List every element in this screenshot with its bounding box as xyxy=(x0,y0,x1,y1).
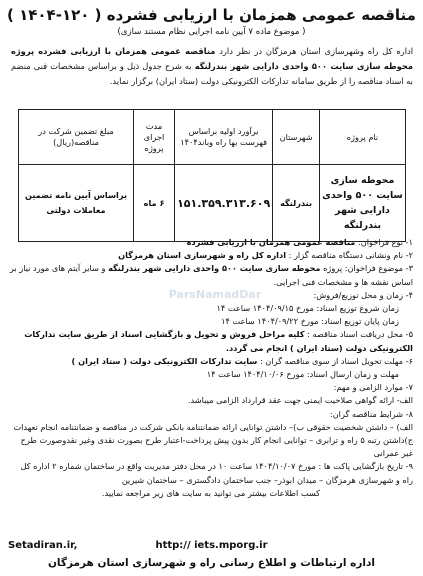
item-5 xyxy=(9,328,413,354)
item-5-label: ۵- محل دریافت اسناد مناقصه : xyxy=(304,329,413,340)
cell-project-name: محوطه سازی سایت ۵۰۰ واحدی دارایی شهر بندرلنگه xyxy=(319,165,405,242)
header-guarantee: مبلغ تضمین شرکت در مناقصه(ریال) xyxy=(19,110,134,165)
signature: اداره ارتباطات و اطلاع رسانی راه و شهرسازی استان هرمزگان xyxy=(47,557,376,569)
notice-subtitle: ( موضوع ماده ۷ آیین نامه اجرایی نظام مستند سازی) xyxy=(117,27,306,37)
item-7-a: الف- ارائه گواهی صلاحیت ایمنی جهت عقد قرارداد الزامی میباشد. xyxy=(187,395,413,406)
item-5-value: کلیه مراحل فروش و تحویل و بازگشایی اسناد از طریق سایت تدارکات الکترونیکی دولت (ستاد ایران ) انجام می گردد. xyxy=(24,329,413,353)
item-2-value: اداره کل راه و شهرسازی استان هرمزگان xyxy=(118,250,286,261)
table-row xyxy=(19,165,406,242)
cell-guarantee: براساس آیین نامه تضمین معاملات دولتی xyxy=(19,165,134,242)
item-6-value: سایت تدارکات الکترونیکی دولت ( ستاد ایران ) xyxy=(71,355,258,366)
header-estimate: برآورد اولیه براساس فهرست بها راه وباند۱۴۰۴ xyxy=(175,110,273,165)
intro-paragraph xyxy=(11,44,413,89)
item-8: ۸- شرایط مناقصه گران: xyxy=(329,408,413,419)
header-duration: مدت اجرای پروژه xyxy=(133,110,174,165)
item-3 xyxy=(9,262,413,288)
cell-city: بندرلنگه xyxy=(273,165,320,242)
item-2-label: ۲- نام ونشانی دستگاه مناقصه گزار : xyxy=(286,250,413,261)
item-4: ۴- زمان و محل توزیع/فروش: xyxy=(313,289,413,300)
item-2 xyxy=(9,249,413,262)
item-4-end: زمان پایان توزیع اسناد: مورخ ۱۴۰۴/۰۹/۲۲ ساعت ۱۴ xyxy=(221,316,399,327)
item-7: ۷- موارد الزامی و مهم: xyxy=(333,382,413,393)
item-1-label: ۱- نوع فراخوان: xyxy=(355,237,413,247)
watermark-logo: ParsNamadDar xyxy=(168,288,262,301)
intro-bold: مناقصه عمومی همزمان با ارزیابی فشرده پروژه محوطه سازی سایت ۵۰۰ واحدی دارایی شهر بندرلنگه xyxy=(11,46,413,71)
item-1 xyxy=(9,236,413,249)
item-3-value: محوطه سازی سایت ۵۰۰ واحدی دارایی شهر بندرلنگه xyxy=(108,263,321,274)
tender-table xyxy=(18,109,406,242)
notice-title: مناقصه عمومی همزمان با ارزیابی فشرده ( ۱۲۰-۱۴۰۴ ) xyxy=(7,6,416,24)
header-city: شهرستان xyxy=(273,110,320,165)
setadiran-link[interactable]: Setadiran.ir, xyxy=(8,540,78,551)
item-10: کسب اطلاعات بیشتر می توانید به سایت های زیر مراجعه نمایید. xyxy=(101,487,321,498)
item-6-time: مهلت و زمان ارسال اسناد: مورخ ۱۴۰۴/۱۰/۰۶ ساعت ۱۴ xyxy=(206,369,399,380)
header-project-name: نام پروژه xyxy=(319,110,405,165)
iets-link[interactable]: http:// iets.mporg.ir xyxy=(155,540,268,551)
cell-duration: ۶ ماه xyxy=(133,165,174,242)
item-3-rest: و سایر آیتم های مورد نیاز بر اساس نقشه ها و مشخصات فنی اجرایی. xyxy=(9,263,413,287)
item-4-start: زمان شروع توزیع اسناد: مورخ ۱۴۰۴/۰۹/۱۵ ساعت ۱۴ xyxy=(216,303,399,314)
item-1-value: مناقصه عمومی همزمان با ارزیابی فشرده xyxy=(186,237,356,247)
notice-items xyxy=(9,236,413,500)
cell-estimate: ۱۵۱.۳۵۹.۳۱۳.۶۰۹ xyxy=(175,165,273,242)
item-6 xyxy=(9,355,413,368)
item-3-label: ۳- موضوع فراخوان: پروژه xyxy=(320,263,413,274)
item-8-text: الف) – داشتن شخصیت حقوقی ب)– داشتن توانایی ارائه ضمانتنامه بانکی شرکت در مناقصه و ضمانتنامه انجام تعهدات ج)داشتن رتبه ۵ راه و ترابری – توانایی انجام کار بدون پیش پرداخت-اعتبار طرح بصورت نقدی وغیر نقدوصورت طرح غیر عمرانی xyxy=(13,421,413,459)
table-header-row xyxy=(19,110,406,165)
item-6-label: ۶- مهلت تحویل اسناد از سوی مناقصه گران : xyxy=(257,355,413,366)
item-9: ۹- تاریخ بازگشایی پاکت ها : مورخ ۱۴۰۴/۱۰/۰۷ ساعت ۱۰ در محل دفتر مدیریت واقع در ساختمان شماره ۲ اداره کل راه و شهرسازی هرمزگان – میدان ابوذر– جنب ساختمان دادگستری – ساختمان شیرین xyxy=(20,461,413,485)
intro-part2: به شرح جدول ذیل و براساس مشخصات فنی منضم به اسناد مناقصه را از طریق سامانه تدارکات الکترونیکی دولت (ستاد ایران) برگزار نماید. xyxy=(11,61,413,86)
intro-part1: اداره کل راه وشهرسازی استان هرمزگان در نظر دارد xyxy=(215,46,413,56)
